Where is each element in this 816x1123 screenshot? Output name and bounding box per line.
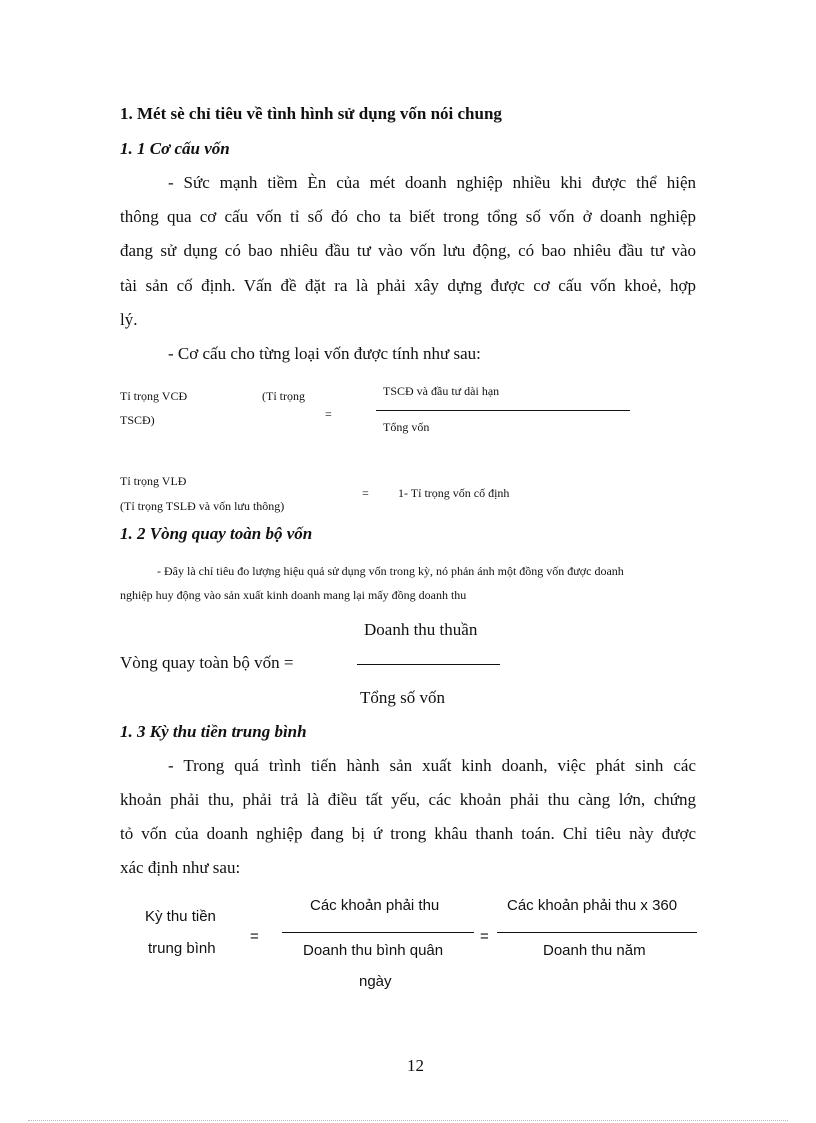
paragraph-line: tỏ vốn của doanh nghiệp đang bị ứ trong khâu thanh toán. Chỉ tiêu này được — [120, 824, 696, 843]
formula4-denominator1-line1: Doanh thu bình quân — [303, 942, 444, 959]
paragraph-line: đang sử dụng có bao nhiêu đầu tư vào vốn lưu động, có bao nhiêu đầu tư vào — [120, 241, 696, 260]
formula4-fraction-bar1 — [282, 932, 474, 933]
paragraph-line: nghiệp huy động vào sản xuất kinh doanh mang lại mấy đồng doanh thu — [120, 588, 467, 602]
page-number: 12 — [407, 1056, 424, 1075]
formula2-equals: = — [362, 486, 369, 500]
formula4-numerator2: Các khoản phải thu x 360 — [507, 897, 678, 914]
formula3-left: Vòng quay toàn bộ vốn = — [120, 653, 294, 672]
formula1-left-line1: Tỉ trọng VCĐ — [120, 389, 188, 403]
formula4-fraction-bar2 — [497, 932, 697, 933]
formula1-left-paren: (Tỉ trọng — [262, 389, 305, 403]
paragraph-line: khoản phải thu, phải trả là điều tất yếu, các khoản phải thu càng lớn, chứng — [120, 790, 696, 809]
formula3-numerator: Doanh thu thuần — [364, 620, 478, 639]
formula2-right: 1- Tỉ trọng vốn cố định — [398, 486, 510, 500]
paragraph-line: lý. — [120, 310, 138, 329]
formula1-fraction-bar — [376, 410, 630, 411]
formula1-denominator: Tổng vốn — [383, 420, 430, 434]
formula4-equals1: = — [250, 928, 259, 945]
paragraph-line: tài sản cố định. Vấn đề đặt ra là phải xây dựng được cơ cấu vốn khoẻ, hợp — [120, 276, 696, 295]
formula4-equals2: = — [480, 928, 489, 945]
paragraph-line: - Đây là chỉ tiêu đo lượng hiệu quả sử dụng vốn trong kỳ, nó phản ánh một đồng vốn được doanh — [157, 564, 624, 578]
formula3-denominator: Tổng số vốn — [360, 688, 445, 707]
formula2-left-line1: Tỉ trọng VLĐ — [120, 474, 187, 488]
formula4-left-line2: trung bình — [148, 940, 216, 957]
formula1-left-line2: TSCĐ) — [120, 413, 155, 427]
formula3-fraction-bar — [357, 664, 500, 665]
page-footer-divider — [28, 1120, 788, 1121]
subsection-heading-3: 1. 3 Kỳ thu tiền trung bình — [120, 722, 307, 741]
formula4-left-line1: Kỳ thu tiền — [145, 908, 216, 925]
paragraph-line: thông qua cơ cấu vốn tỉ số đó cho ta biết trong tổng số vốn ở doanh nghiệp — [120, 207, 696, 226]
formula4-numerator1: Các khoản phải thu — [310, 897, 440, 914]
formula2-left-line2: (Tỉ trọng TSLĐ và vốn lưu thông) — [120, 499, 285, 513]
subsection-heading-1: 1. 1 Cơ cấu vốn — [120, 139, 230, 158]
formula4-denominator2: Doanh thu năm — [543, 942, 646, 959]
formula1-numerator: TSCĐ và đầu tư dài hạn — [383, 384, 500, 398]
formula1-equals: = — [325, 407, 332, 421]
formula4-denominator1-line2: ngày — [359, 973, 392, 990]
section-heading: 1. Mét sè chỉ tiêu về tình hình sử dụng vốn nói chung — [120, 104, 502, 123]
paragraph-line: - Sức mạnh tiềm Èn của mét doanh nghiệp nhiều khi được thể hiện — [168, 173, 696, 192]
subsection-heading-2: 1. 2 Vòng quay toàn bộ vốn — [120, 524, 313, 543]
paragraph-line: - Trong quá trình tiến hành sản xuất kinh doanh, việc phát sinh các — [168, 756, 696, 775]
paragraph-line: - Cơ cấu cho từng loại vốn được tính như sau: — [168, 344, 481, 363]
paragraph-line: xác định như sau: — [120, 858, 241, 877]
